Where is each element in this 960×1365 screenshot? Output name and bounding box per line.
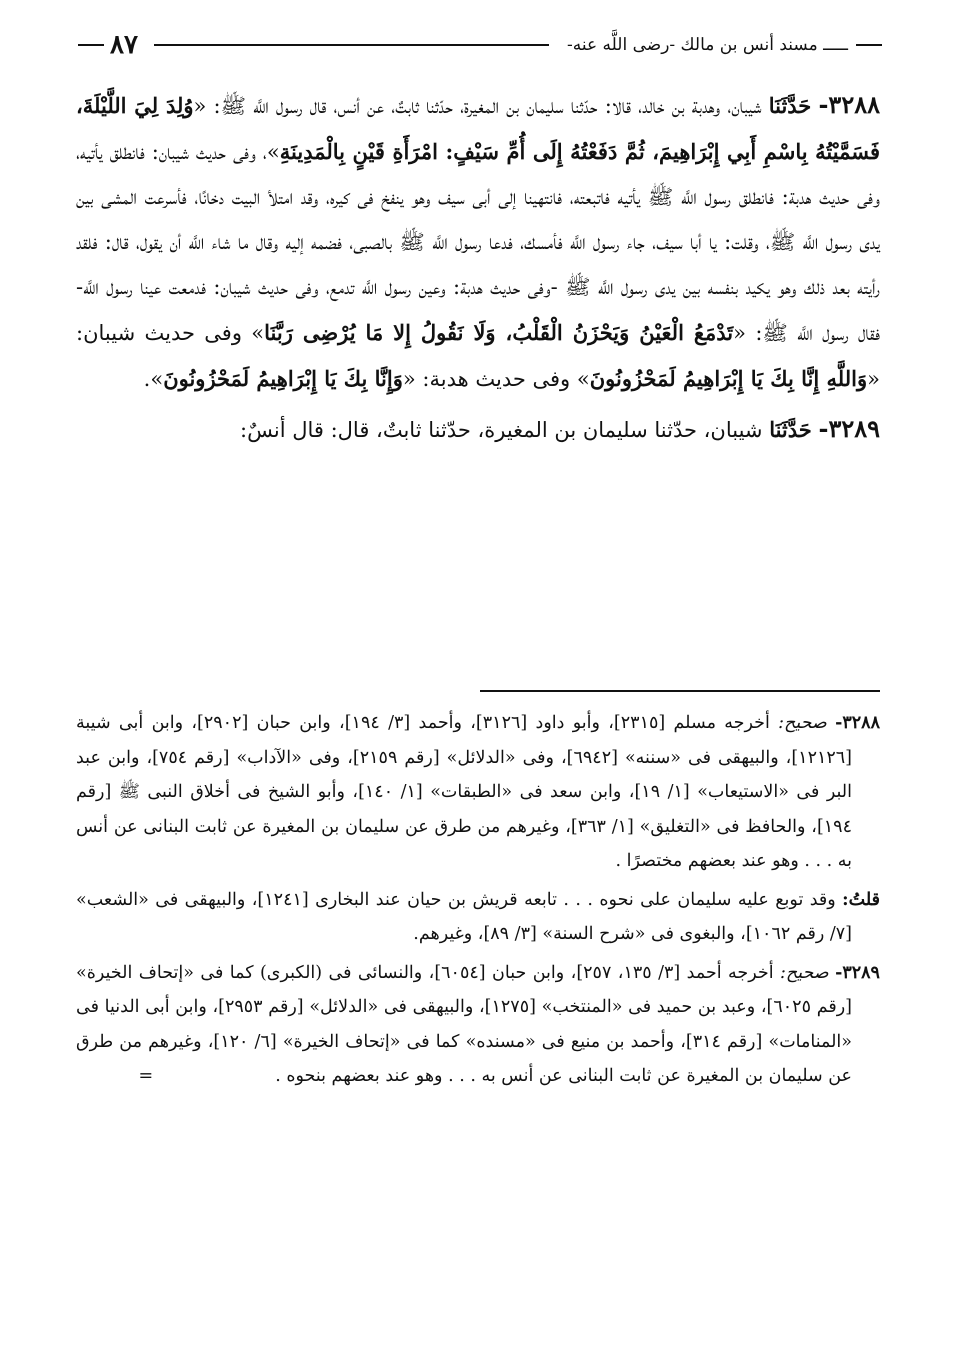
hadith-number: ٣٢٨٩-: [818, 414, 880, 443]
hadith-text: ».: [143, 367, 164, 391]
prophetic-quote: وُلِدَ لِيَ اللَّيْلَةَ، فَسَمَّيْتُهُ بِاسْمِ أَبِي إِبْرَاهِيمَ، ثُمَّ دَفَعْتُهُ إِلَى أُمِّ سَيْفٍ: امْرَأَةِ قَيْنٍ بِالْمَدِينَةِ: [76, 93, 880, 164]
hadith-text: شيبان، وهدبة بن خالد، قالا: حدّثنا سليمان بن المغيرة، حدّثنا ثابتٌ، عن أنس، قال رسول اللَّه ﷺ: «: [193, 94, 769, 118]
footnote-grade: صحيح:: [778, 713, 827, 733]
hadith-text: شيبان، حدّثنا سليمان بن المغيرة، حدّثنا ثابتٌ، قال: قال أنسٌ:: [240, 418, 770, 442]
hadith-3289: [76, 406, 880, 453]
main-text: [76, 82, 880, 453]
footnote-text: أخرجه مسلم [٢٣١٥]، وأبو داود [٣١٢٦]، وأحمد [٣/ ١٩٤]، وابن حبان [٢٩٠٢]، وابن أبى شيبة [١٢١٢٦]، والبيهقى فى «سننه» [٦٩٤٢]، وفى «الدلائل» [رقم ٢١٥٩]، وفى «الآداب» [رقم ٧٥٤]، وابن عبد البر فى «الاستيعاب» [١/ ١٩]، وابن سعد فى «الطبقات» [١/ ١٤٠]، وأبو الشيخ فى أخلاق النبى ﷺ [رقم ١٩٤]، والحافظ فى «التغليق» [١/ ٣٦٣]، وغيرهم من طرق عن سليمان بن المغيرة عن ثابت البنانى عن أنس به . . . وهو عند بعضهم مختصرًا .: [76, 713, 852, 871]
footnote-qult-label: قلتُ:: [842, 889, 880, 910]
hadith-3288: [76, 82, 880, 402]
footnote-3289: ٣٢٨٩- صحيح: أخرجه أحمد [٣/ ١٣٥، ٢٥٧]، وابن حبان [٦٠٥٤]، والنسائى فى (الكبرى) كما فى «إتحاف الخيرة» [رقم ٦٠٢٥]، وعبد بن حميد فى «المنتخب» [١٢٧٥]، والبيهقى فى «الدلائل» [رقم ٢٩٥٣]، وابن أبى الدنيا فى «المنامات» [رقم ٣١٤]، وأحمد بن منيع فى «مسنده» كما فى «إتحاف الخيرة» [٦/ ١٢٠]، وغيرهم من طرق عن سليمان بن المغيرة عن ثابت البنانى عن أنس به . . . وهو عند بعضهم بنحوه .=: [76, 962, 880, 1086]
hadith-number: ٣٢٨٨-: [818, 90, 880, 119]
footnote-separator: [480, 690, 880, 692]
header-rule: [154, 44, 549, 46]
prophetic-quote: وَإِنَّا بِكَ يَا إِبْرَاهِيمُ لَمَحْزُونُونَ: [163, 366, 403, 391]
footnote-number: ٣٢٨٨-: [835, 713, 880, 733]
footnote-number: ٣٢٨٩-: [835, 962, 880, 983]
prophetic-quote: وَاللَّهِ إِنَّا بِكَ يَا إِبْرَاهِيمُ لَمَحْزُونُونَ: [589, 366, 868, 391]
running-header: [78, 28, 882, 62]
hadith-text: »، وفى حديث شيبان: فانطلق يأتيه، وفى حديث هدبة: فانطلق رسول اللَّه ﷺ يأتيه فاتبعته، فانتهينا إلى أبى سيف وهو ينفخ فى كيره، وقد امتلأ البيت دخانًا، فأسرعت المشى بين يدى رسول اللَّه ﷺ، وقلت: يا أبا سيف، جاء رسول اللَّه فأمسك، فدعا رسول اللَّه ﷺ بالصبى، فضمه إليه وقال ما شاء اللَّه أن يقول، قال: فلقد رأيته بعد ذلك وهو يكيد بنفسه بين يدى رسول اللَّه ﷺ -وفى حديث هدبة: وعين رسول اللَّه تدمع، وفى حديث شيبان: فدمعت عينا رسول اللَّه- فقال رسول اللَّه ﷺ: «: [76, 140, 880, 345]
footnote-text: أخرجه أحمد [٣/ ١٣٥، ٢٥٧]، وابن حبان [٦٠٥٤]، والنسائى فى (الكبرى) كما فى «إتحاف الخيرة» [رقم ٦٠٢٥]، وعبد بن حميد فى «المنتخب» [١٢٧٥]، والبيهقى فى «الدلائل» [رقم ٢٩٥٣]، وابن أبى الدنيا فى «المنامات» [رقم ٣١٤]، وأحمد بن منيع فى «مسنده» كما فى «إتحاف الخيرة» [٦/ ١٢٠]، وغيرهم من طرق عن سليمان بن المغيرة عن ثابت البنانى عن أنس به . . . وهو عند بعضهم بنحوه .: [76, 962, 853, 1086]
hadith-opening: حَدَّثَنَا: [768, 93, 812, 118]
page-number: ٨٧: [110, 30, 138, 60]
footnote-grade: صحيح:: [780, 962, 829, 983]
header-dash-left: [78, 44, 104, 46]
hadith-text: » وفى حديث شيبان: «: [76, 321, 880, 391]
hadith-opening: حَدَّثَنَا: [769, 417, 812, 442]
footnotes: [76, 706, 880, 1098]
header-dash-right: [856, 44, 882, 46]
footnote-3288: [76, 706, 880, 879]
footnote-text: وقد توبع عليه سليمان على نحوه . . . تابعه قريش بن حيان عند البخارى [١٢٤١]، والبيهقى فى «الشعب» [٧/ رقم ١٠٦٢]، والبغوى فى «شرح السنة» [٣/ ٨٩]، وغيرهم.: [76, 889, 852, 944]
prophetic-quote: تَدْمَعُ الْعَيْنُ وَيَحْزَنُ الْقَلْبُ، وَلَا نَقُولُ إِلا مَا يُرْضِى رَبَّنَا: [264, 320, 734, 345]
hadith-text: » وفى حديث هدبة: «: [402, 367, 590, 391]
running-title: ـــــ مسند أنس بن مالك -رضى اللَّه عنه-: [567, 35, 848, 55]
footnote-qult: [76, 883, 880, 952]
